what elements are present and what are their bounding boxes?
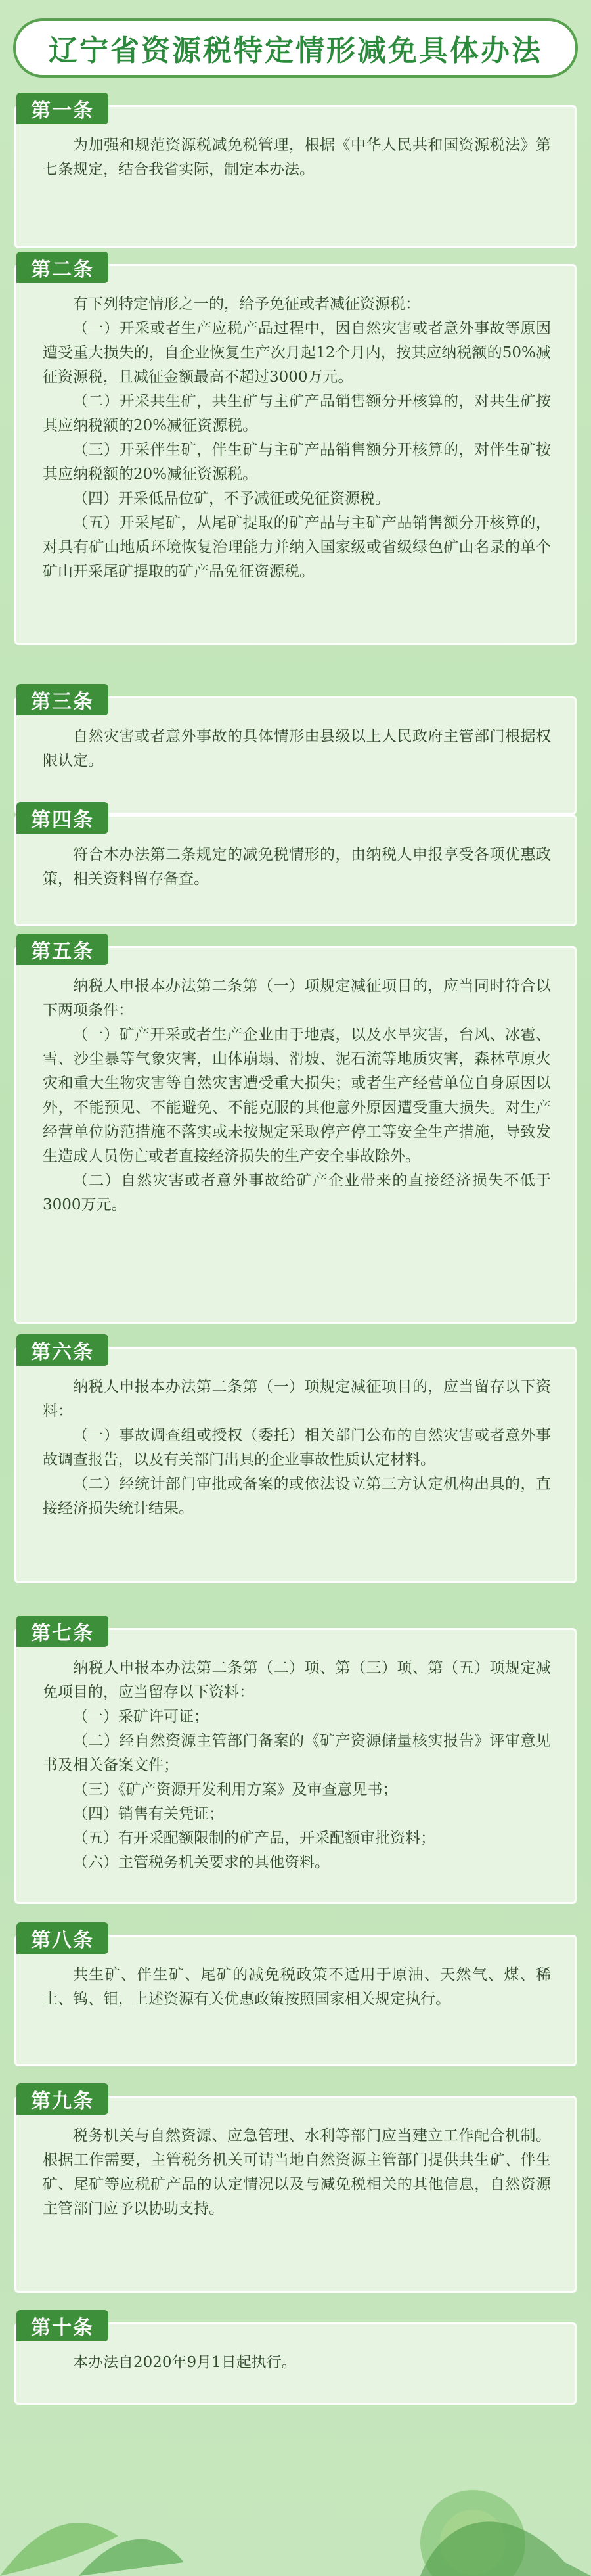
article-card-4 [14,809,577,926]
title-banner [13,18,578,78]
article-paragraph: 共生矿、伴生矿、尾矿的减免税政策不适用于原油、天然气、煤、稀土、钨、钼，上述资源有关优惠政策按照国家相关规定执行。 [43,1966,551,2008]
article-card-3 [14,690,577,815]
article-item: （二）开采共生矿，共生矿与主矿产品销售额分开核算的，对共生矿按其应纳税额的20%减征资源税。 [43,393,551,434]
article-card-7 [14,1622,577,1904]
article-item: （二）经自然资源主管部门备案的《矿产资源储量核实报告》评审意见书及相关备案文件； [43,1732,551,1774]
article-item: （五）开采尾矿，从尾矿提取的矿产品与主矿产品销售额分开核算的，对具有矿山地质环境恢复治理能力并纳入国家级或省级绿色矿山名录的单个矿山开采尾矿提取的矿产品免征资源税。 [43,514,551,580]
page-title: 辽宁省资源税特定情形减免具体办法 [49,34,542,68]
article-card-2 [14,258,577,645]
article-item: （一）采矿许可证； [73,1708,209,1725]
article-item: （二）经统计部门审批或备案的或依法设立第三方认定机构出具的，直接经济损失统计结果。 [43,1476,551,1517]
article-card-10 [14,2316,577,2405]
article-paragraph: 纳税人申报本办法第二条第（一）项规定减征项目的，应当留存以下资料： [43,1378,551,1420]
article-label: 第二条 [16,252,108,283]
article-item: （三）《矿产资源开发利用方案》及审查意见书； [73,1781,398,1798]
article-label: 第六条 [16,1334,108,1366]
article-paragraph: 为加强和规范资源税减免税管理，根据《中华人民共和国资源税法》第七条规定，结合我省实际，制定本办法。 [43,137,551,178]
article-label: 第一条 [16,93,108,124]
article-card-6 [14,1341,577,1583]
article-label: 第三条 [16,684,108,715]
article-card-5 [14,940,577,1324]
article-paragraph: 本办法自2020年9月1日起执行。 [73,2354,297,2371]
article-label: 第九条 [16,2083,108,2115]
article-paragraph: 有下列特定情形之一的，给予免征或者减征资源税： [73,296,420,313]
article-item: （二）自然灾害或者意外事故给矿产企业带来的直接经济损失不低于3000万元。 [43,1172,551,1213]
article-item: （三）开采伴生矿，伴生矿与主矿产品销售额分开核算的，对伴生矿按其应纳税额的20%减征资源税。 [43,441,551,483]
article-card-9 [14,2090,577,2293]
article-item: （六）主管税务机关要求的其他资料。 [73,1854,330,1871]
article-paragraph: 自然灾害或者意外事故的具体情形由县级以上人民政府主管部门根据权限认定。 [43,728,551,769]
article-item: （一）事故调查组或授权（委托）相关部门公布的自然灾害或者意外事故调查报告，以及有关部门出具的企业事故性质认定材料。 [43,1427,551,1468]
article-paragraph: 纳税人申报本办法第二条第（一）项规定减征项目的，应当同时符合以下两项条件： [43,978,551,1019]
article-item: （一）开采或者生产应税产品过程中，因自然灾害或者意外事故等原因遭受重大损失的，自企业恢复生产次月起12个月内，按其应纳税额的50%减征资源税，且减征金额最高不超过3000万元。 [43,320,551,386]
article-item: （四）开采低品位矿，不予减征或免征资源税。 [73,490,390,507]
article-label: 第七条 [16,1616,108,1647]
article-label: 第四条 [16,802,108,834]
article-item: （一）矿产开采或者生产企业由于地震，以及水旱灾害，台风、冰雹、雪、沙尘暴等气象灾害，山体崩塌、滑坡、泥石流等地质灾害，森林草原火灾和重大生物灾害等自然灾害遭受重大损失；或者生产经营单位自身原因以外，不能预见、不能避免、不能克服的其他意外原因遭受重大损失。对生产经营单位防范措施不落实或未按规定采取停产停工等安全生产措施，导致发生造成人员伤亡或者直接经济损失的生产安全事故除外。 [43,1026,551,1165]
article-label: 第五条 [16,934,108,965]
leaves-decoration [0,2431,591,2576]
article-paragraph: 符合本办法第二条规定的减免税情形的，由纳税人申报享受各项优惠政策，相关资料留存备查。 [43,846,551,888]
article-item: （五）有开采配额限制的矿产品，开采配额审批资料； [73,1830,435,1847]
article-label: 第八条 [16,1922,108,1954]
article-label: 第十条 [16,2310,108,2341]
article-paragraph: 纳税人申报本办法第二条第（二）项、第（三）项、第（五）项规定减免项目的，应当留存以下资料： [43,1660,551,1701]
article-item: （四）销售有关凭证； [73,1805,224,1822]
article-card-8 [14,1929,577,2066]
article-paragraph: 税务机关与自然资源、应急管理、水利等部门应当建立工作配合机制。根据工作需要，主管税务机关可请当地自然资源主管部门提供共生矿、伴生矿、尾矿等应税矿产品的认定情况以及与减免税相关的其他信息，自然资源主管部门应予以协助支持。 [43,2127,551,2217]
article-card-1 [14,99,577,248]
